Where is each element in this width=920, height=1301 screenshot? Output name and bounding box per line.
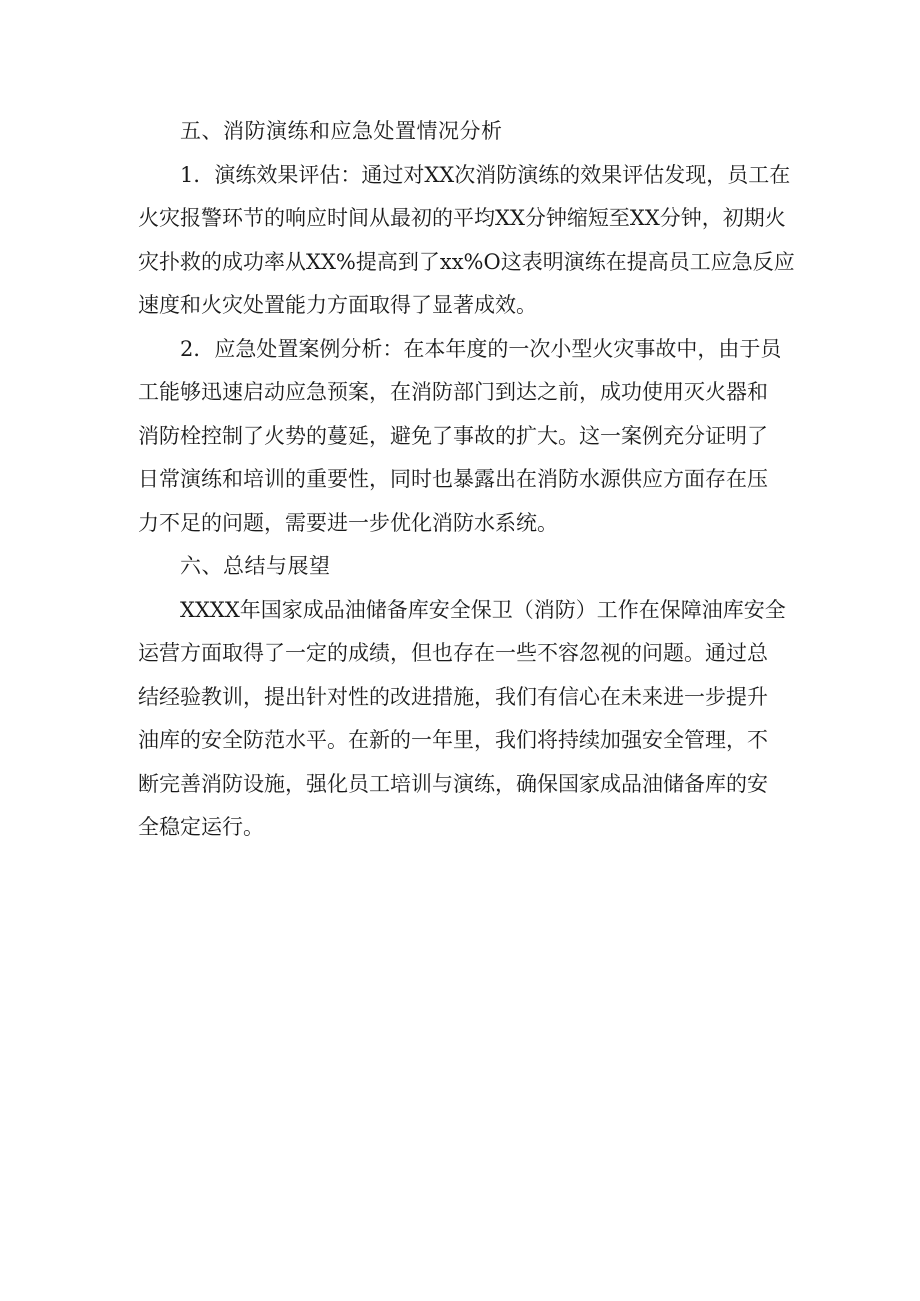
paragraph-line: 力不足的问题，需要进一步优化消防水系统。 bbox=[138, 510, 558, 535]
document-body bbox=[138, 110, 795, 850]
paragraph-line: XXXX年国家成品油储备库安全保卫（消防）工作在保障油库安全 bbox=[180, 597, 786, 622]
section-5-heading: 五、消防演练和应急处置情况分析 bbox=[180, 119, 503, 143]
paragraph-line: 灾扑救的成功率从XX%提高到了xx%O这表明演练在提高员工应急反应 bbox=[138, 249, 795, 274]
section-5-item-2 bbox=[138, 328, 792, 546]
paragraph-line: 全稳定运行。 bbox=[138, 815, 264, 839]
paragraph-line: 工能够迅速启动应急预案，在消防部门到达之前，成功使用灭火器和 bbox=[138, 380, 768, 404]
paragraph-line: 结经验教训，提出针对性的改进措施，我们有信心在未来进一步提升 bbox=[138, 684, 768, 709]
paragraph-line: 运营方面取得了一定的成绩，但也存在一些不容忽视的问题。通过总 bbox=[138, 641, 768, 665]
section-5-item-1 bbox=[138, 154, 795, 328]
paragraph-line: 断完善消防设施，强化员工培训与演练，确保国家成品油储备库的安 bbox=[138, 771, 768, 796]
paragraph-line: 速度和火灾处置能力方面取得了显著成效。 bbox=[138, 293, 537, 317]
paragraph-line: 油库的安全防范水平。在新的一年里，我们将持续加强安全管理，不 bbox=[138, 728, 768, 752]
paragraph-line: 1．演练效果评估：通过对XX次消防演练的效果评估发现，员工在 bbox=[180, 162, 791, 187]
paragraph-line: 消防栓控制了火势的蔓延，避免了事故的扩大。这一案例充分证明了 bbox=[138, 423, 768, 448]
paragraph-line: 火灾报警环节的响应时间从最初的平均XX分钟缩短至XX分钟，初期火 bbox=[138, 206, 786, 230]
section-6-paragraph bbox=[138, 589, 792, 850]
paragraph-line: 2．应急处置案例分析：在本年度的一次小型火灾事故中，由于员 bbox=[180, 336, 782, 361]
paragraph-line: 日常演练和培训的重要性，同时也暴露出在消防水源供应方面存在压 bbox=[138, 467, 768, 491]
section-6-heading: 六、总结与展望 bbox=[180, 554, 331, 578]
